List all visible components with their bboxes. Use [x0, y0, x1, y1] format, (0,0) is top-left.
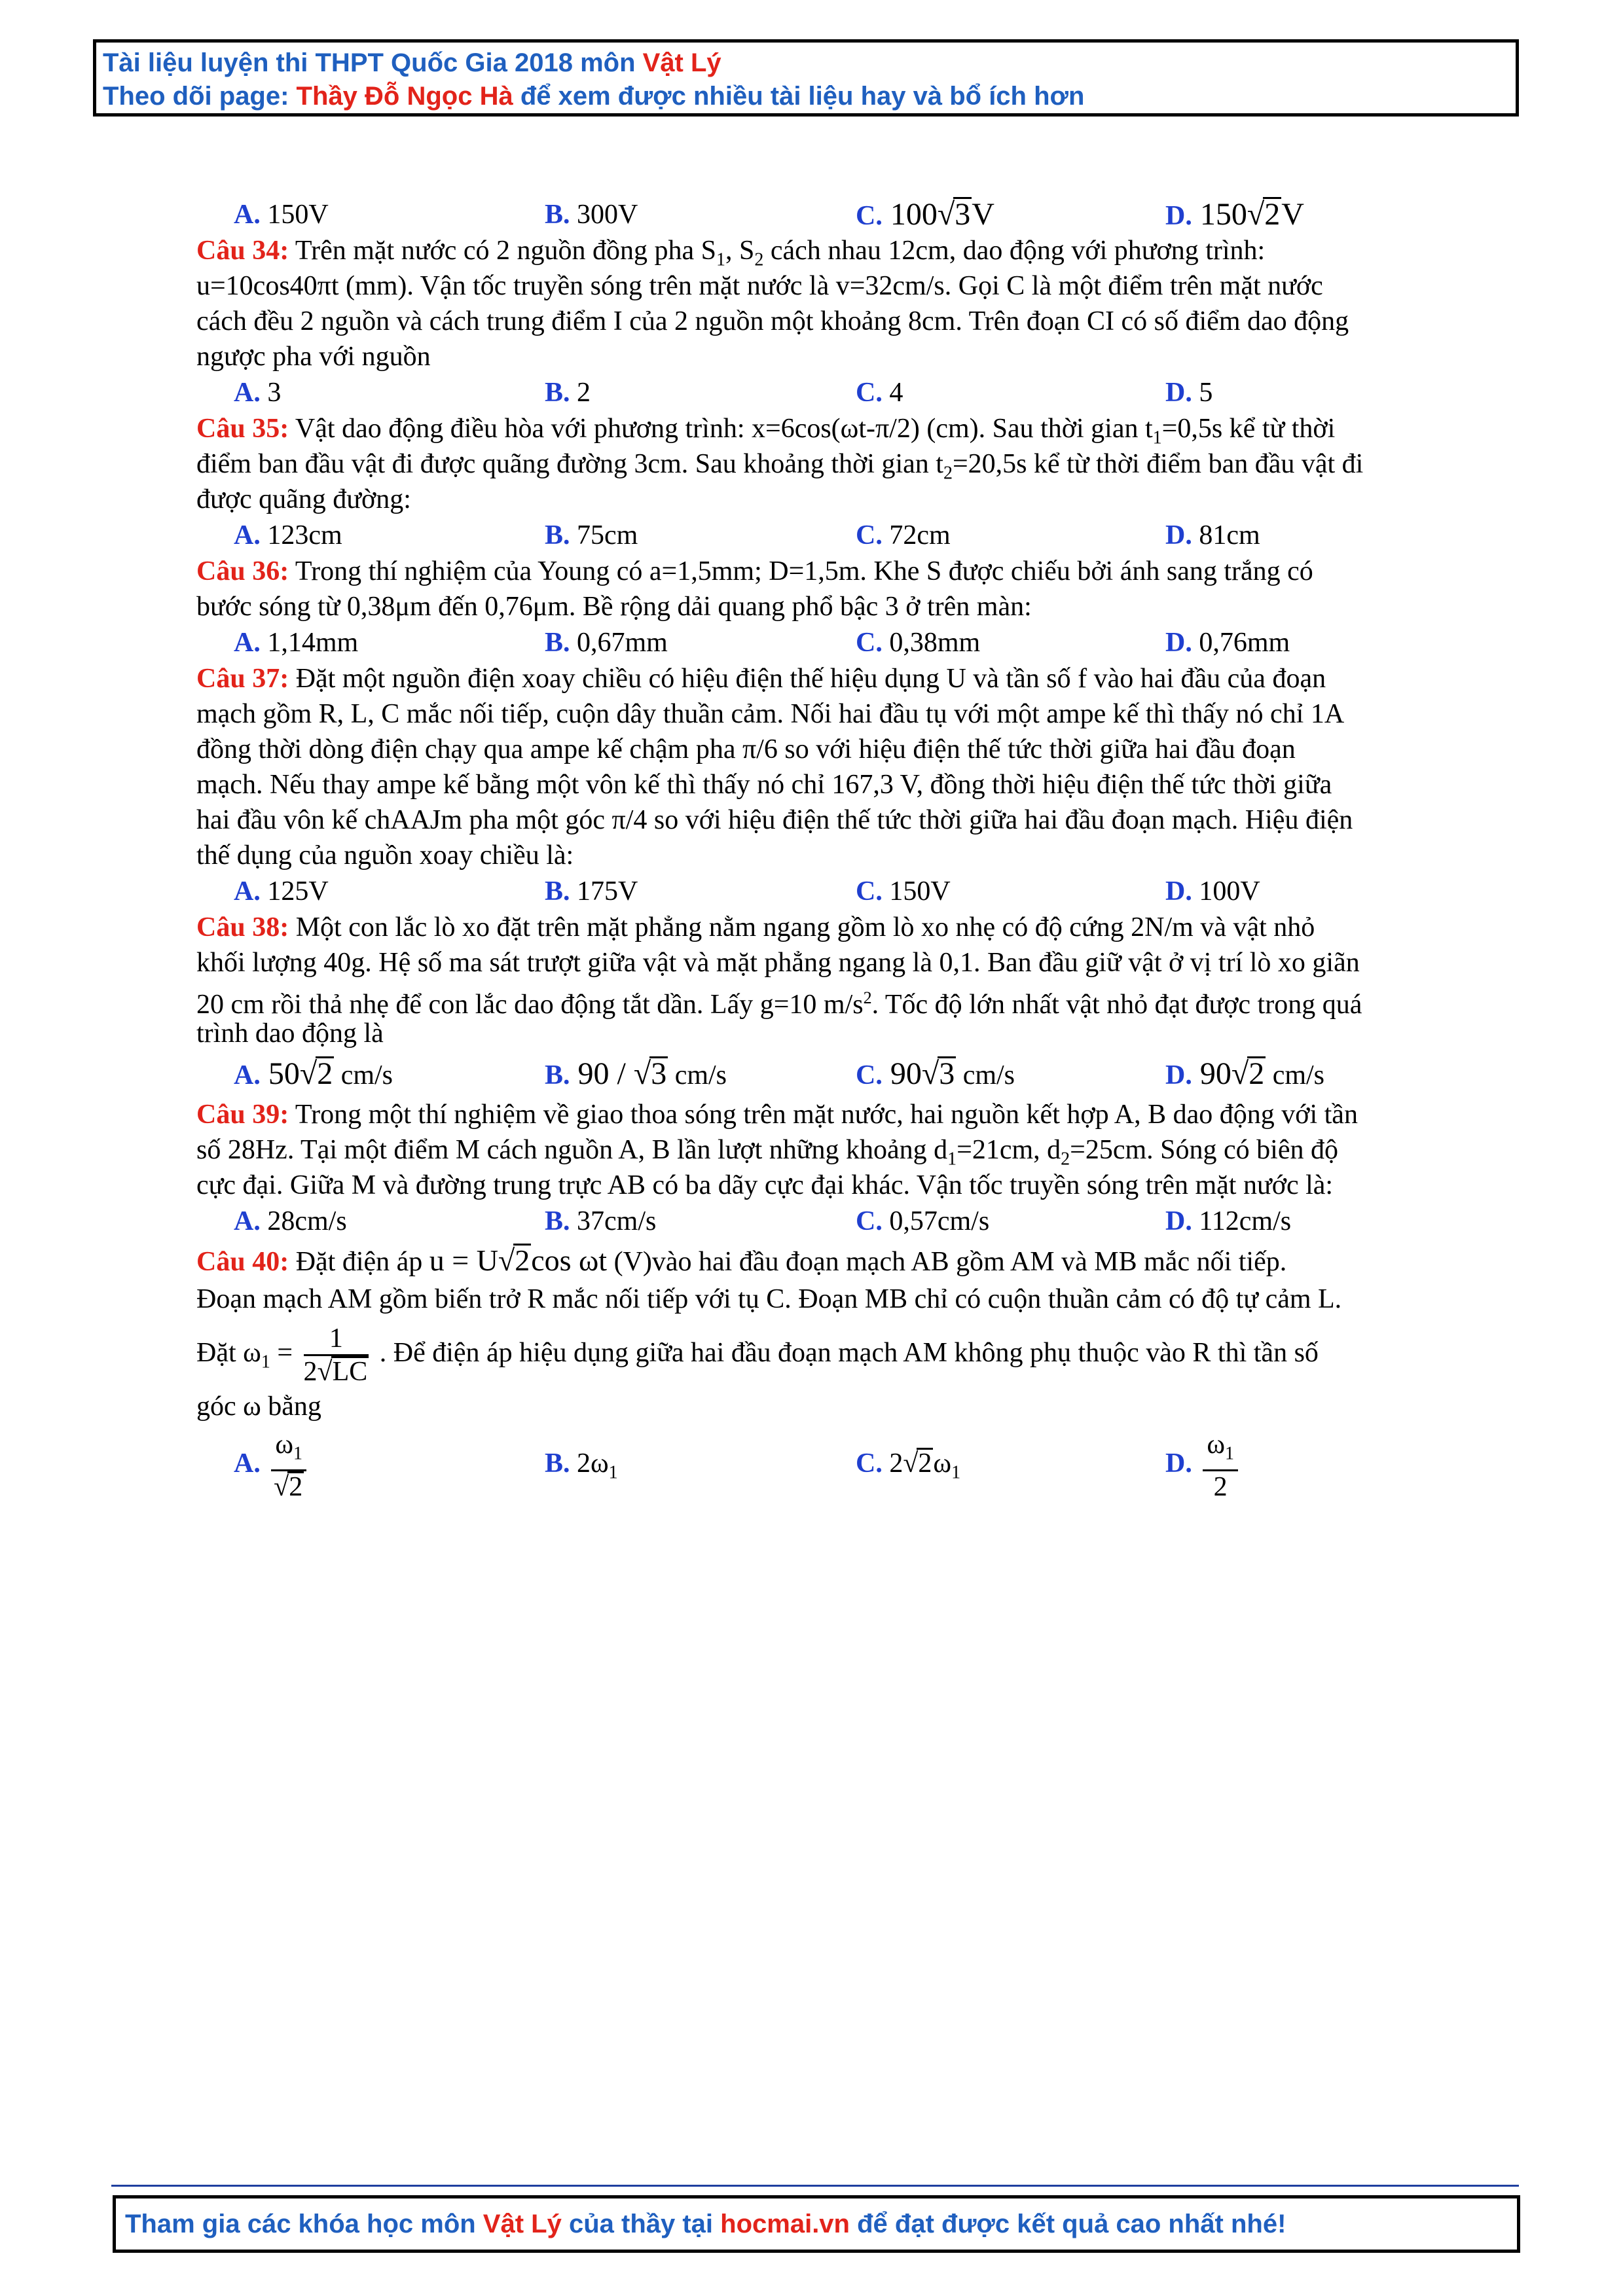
q38-answers: A. 50√2 cm/s B. 90 / √3 cm/s C. 90√3 cm/s D. 90√2 cm/s: [234, 1056, 1325, 1091]
q35-line-2: điểm ban đầu vật đi được quãng đường 3cm. Sau khoảng thời gian $t_2=20,5s$ kể từ thời điểm ban đầu vật đi: [196, 449, 1364, 484]
omega1-fraction: $\frac{1}{2√LC}$: [303, 1323, 368, 1387]
hocmai-link[interactable]: hocmai.vn: [720, 2210, 850, 2238]
header-box: [93, 39, 1519, 117]
document-content: [196, 196, 1493, 1503]
q35-line-3: được quãng đường:: [196, 484, 411, 514]
q37-line-4: mạch. Nếu thay ampe kế bằng một vôn kế thì thấy nó chỉ 167,3 V, đồng thời hiệu điện thế tức thời giữa: [196, 770, 1332, 800]
q40-answers: A. $\frac{\omega_1}{√2}$ B. $2\omega_1$ C. $2√2\omega_1$ D. $\frac{\omega_1}{2}$: [196, 1424, 1493, 1503]
q35-answers: A. 123cm B. 75cm C. 72cm D. 81cm: [234, 520, 1260, 550]
q40-line-4: góc ω bằng: [196, 1391, 321, 1422]
q38-line-3: 20 cm rồi thả nhẹ để con lắc dao động tắt dần. Lấy g=10 $m/s^2$. Tốc độ lớn nhất vật nhỏ đạt được trong quá: [196, 988, 1362, 1020]
q38-line-2: khối lượng 40g. Hệ số ma sát trượt giữa vật và mặt phẳng ngang là 0,1. Ban đầu giữ vật ở vị trí lò xo giãn: [196, 948, 1360, 978]
header-line-2: Theo dõi page: Thầy Đỗ Ngọc Hà để xem được nhiều tài liệu hay và bổ ích hơn: [103, 82, 1085, 111]
q37-line-2: mạch gồm R, L, C mắc nối tiếp, cuộn dây thuần cảm. Nối hai đầu tụ với một ampe kế thì thấy nó chỉ 1A: [196, 699, 1345, 729]
q40-line-1: Câu 40: Đặt điện áp u = U√2cos ωt (V)vào hai đầu đoạn mạch AB gồm AM và MB mắc nối tiếp.: [196, 1244, 1287, 1277]
q36-answers: A. 1,14mm B. 0,67mm C. 0,38mm D. 0,76mm: [234, 628, 1290, 658]
q37-line-6: thế dụng của nguồn xoay chiều là:: [196, 840, 574, 870]
q39-line-1: Câu 39: Trong một thí nghiệm về giao thoa sóng trên mặt nước, hai nguồn kết hợp A, B dao động với tần: [196, 1100, 1358, 1130]
q34-line-4: ngược pha với nguồn: [196, 342, 431, 372]
q37-line-3: đồng thời dòng điện chạy qua ampe kế chậm pha π/6 so với hiệu điện thế tức thời giữa hai đầu đoạn: [196, 734, 1296, 764]
footer-divider: [111, 2185, 1519, 2187]
footer-box: Tham gia các khóa học môn Vật Lý của thầy tại hocmai.vn để đạt được kết quả cao nhất nhé!: [113, 2195, 1520, 2253]
q34-line-1: Câu 34: Trên mặt nước có 2 nguồn đồng pha $S_1$, $S_2$ cách nhau 12cm, dao động với phương trình:: [196, 236, 1266, 270]
q38-line-4: trình dao động là: [196, 1018, 384, 1049]
q37-line-1: Câu 37: Đặt một nguồn điện xoay chiều có hiệu điện thế hiệu dụng U và tần số f vào hai đầu của đoạn: [196, 664, 1326, 694]
q39-line-3: cực đại. Giữa M và đường trung trực AB có ba dãy cực đại khác. Vận tốc truyền sóng trên mặt nước là:: [196, 1170, 1334, 1200]
q38-line-1: Câu 38: Một con lắc lò xo đặt trên mặt phẳng nằm ngang gồm lò xo nhẹ có độ cứng 2N/m và vật nhỏ: [196, 912, 1315, 942]
q37-line-5: hai đầu vôn kế chAAJm pha một góc π/4 so với hiệu điện thế tức thời giữa hai đầu đoạn mạch. Hiệu điện: [196, 805, 1353, 835]
q33-answers: A. 150V B. 300V C. 100√3V D. 150√2V: [234, 197, 1304, 232]
q36-line-1: Câu 36: Trong thí nghiệm của Young có a=1,5mm; D=1,5m. Khe S được chiếu bởi ánh sang trắng có: [196, 556, 1313, 586]
q40-line-2: Đoạn mạch AM gồm biến trở R mắc nối tiếp với tụ C. Đoạn MB chỉ có cuộn thuần cảm có độ tự cảm L.: [196, 1284, 1342, 1314]
q37-answers: A. 125V B. 175V C. 150V D. 100V: [234, 876, 1260, 906]
q39-line-2: số 28Hz. Tại một điểm M cách nguồn A, B lần lượt những khoảng $d_1=21cm$, $d_2=25cm$. Sóng có biên độ: [196, 1135, 1338, 1170]
q39-answers: A. 28cm/s B. 37cm/s C. 0,57cm/s D. 112cm/s: [234, 1206, 1292, 1236]
q34-answers: A. 3 B. 2 C. 4 D. 5: [234, 378, 1213, 408]
q34-line-3: cách đều 2 nguồn và cách trung điểm I của 2 nguồn một khoảng 8cm. Trên đoạn CI có số điểm dao động: [196, 306, 1349, 336]
q34-line-2: u=10cos40πt (mm). Vận tốc truyền sóng trên mặt nước là v=32cm/s. Gọi C là một điểm trên mặt nước: [196, 271, 1323, 301]
q35-line-1: Câu 35: Vật dao động điều hòa với phương trình: x=6cos(ωt-π/2) (cm). Sau thời gian $t_1=0,5s$ kể từ thời: [196, 414, 1336, 448]
q36-line-2: bước sóng từ 0,38μm đến 0,76μm. Bề rộng dải quang phổ bậc 3 ở trên màn:: [196, 592, 1032, 622]
q40-line-3: Đặt $\omega_1$ = $\frac{1}{2√LC}$ . Để điện áp hiệu dụng giữa hai đầu đoạn mạch AM không phụ thuộc vào R thì tần số: [196, 1323, 1319, 1387]
header-line-1: Tài liệu luyện thi THPT Quốc Gia 2018 môn Vật Lý: [103, 48, 721, 77]
